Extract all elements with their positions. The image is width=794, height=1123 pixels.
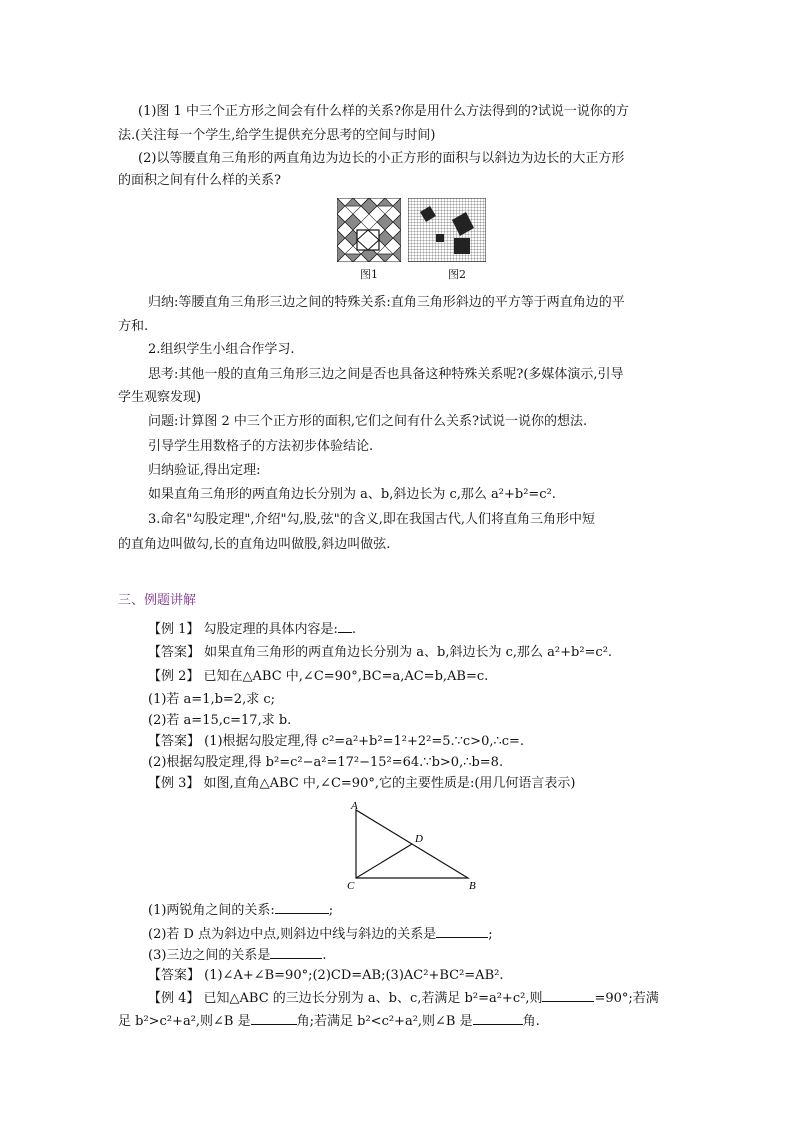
answer-blank	[251, 1012, 297, 1025]
summary-line-1: 归纳:等腰直角三角形三边之间的特殊关系:直角三角形斜边的平方等于两直角边的平	[148, 295, 625, 310]
example-2-part-1: (1)若 a=1,b=2,求 c;	[148, 692, 276, 707]
example-4-text-b: =90°;若满	[594, 991, 659, 1006]
example-3-part-3-end: .	[322, 948, 327, 963]
example-1-end: .	[351, 622, 357, 637]
step-2: 2.组织学生小组合作学习.	[148, 342, 295, 357]
example-4-line-2	[118, 1012, 678, 1031]
vertex-a-label: A	[351, 800, 358, 812]
problem-text: 问题:计算图 2 中三个正方形的面积,它们之间有什么关系?试说一说你的想法.	[148, 414, 588, 429]
theorem-text: 如果直角三角形的两直角边长分别为 a、b,斜边长为 c,那么 a²+b²=c².	[148, 487, 556, 502]
example-4-line-1	[148, 989, 708, 1008]
vertex-b-label: B	[469, 880, 476, 892]
example-3-part-1	[148, 901, 708, 920]
example-1	[148, 620, 708, 639]
example-3-part-3	[148, 946, 708, 965]
question-1-line-2: 法.(关注每一个学生,给学生提供充分思考的空间与时间)	[118, 128, 436, 143]
point-d-label: D	[415, 833, 423, 845]
example-2: 【例 2】 已知在△ABC 中,∠C=90°,BC=a,AC=b,AB=c.	[148, 669, 489, 684]
example-3-part-1-text: (1)两锐角之间的关系:	[148, 903, 275, 918]
figure-2-grid-squares	[408, 198, 486, 262]
example-3: 【例 3】 如图,直角△ABC 中,∠C=90°,它的主要性质是:(用几何语言表示)	[148, 776, 576, 791]
figure-2-caption: 图2	[448, 268, 466, 281]
example-3-part-2-end: ;	[488, 927, 493, 942]
think-line-2: 学生观察发现)	[118, 390, 202, 405]
answer-blank	[270, 946, 322, 959]
answer-blank	[436, 925, 488, 938]
example-3-part-2-text: (2)若 D 点为斜边中点,则斜边中线与斜边的关系是	[148, 927, 437, 942]
guide-text: 引导学生用数格子的方法初步体验结论.	[148, 439, 374, 454]
example-3-part-3-text: (3)三边之间的关系是	[148, 948, 271, 963]
example-4-text-e: 角.	[522, 1014, 540, 1029]
section-title: 三、例题讲解	[118, 593, 197, 608]
example-1-text: 【例 1】 勾股定理的具体内容是:	[148, 622, 338, 637]
answer-blank	[473, 1012, 523, 1025]
summary-line-2: 方和.	[118, 319, 149, 334]
answer-1: 【答案】 如果直角三角形的两直角边长分别为 a、b,斜边长为 c,那么 a²+b²=c².	[148, 645, 613, 660]
answer-blank	[338, 620, 352, 633]
answer-blank	[275, 901, 329, 914]
answer-2-line-1: 【答案】 (1)根据勾股定理,得 c²=a²+b²=1²+2²=5.∵c>0,∴c=.	[148, 734, 525, 749]
right-triangle-figure	[343, 800, 483, 892]
example-2-part-2: (2)若 a=15,c=17,求 b.	[148, 713, 292, 728]
question-2-line-1: (2)以等腰直角三角形的两直角边为边长的小正方形的面积与以斜边为边长的大正方形	[138, 151, 625, 166]
step-3-line-2: 的直角边叫做勾,长的直角边叫做股,斜边叫做弦.	[118, 537, 391, 552]
figure-1-caption: 图1	[360, 268, 378, 281]
question-2-line-2: 的面积之间有什么样的关系?	[118, 173, 281, 188]
step-3-line-1: 3.命名"勾股定理",介绍"勾,股,弦"的含义,即在我国古代,人们将直角三角形中短	[148, 512, 595, 527]
answer-blank	[542, 989, 594, 1002]
example-3-part-1-end: ;	[328, 903, 334, 918]
vertex-c-label: C	[347, 880, 355, 892]
example-3-part-2	[148, 925, 708, 944]
verify-text: 归纳验证,得出定理:	[148, 463, 261, 478]
figure-1-triangle-tiling	[337, 198, 401, 262]
answer-3: 【答案】 (1)∠A+∠B=90°;(2)CD=AB;(3)AC²+BC²=AB².	[148, 968, 504, 983]
answer-2-line-2: (2)根据勾股定理,得 b²=c²−a²=17²−15²=64.∵b>0,∴b=8.	[148, 755, 504, 770]
example-4-text-a: 【例 4】 已知△ABC 的三边长分别为 a、b、c,若满足 b²=a²+c²,则	[148, 991, 543, 1006]
think-line-1: 思考:其他一般的直角三角形三边之间是否也具备这种特殊关系呢?(多媒体演示,引导	[148, 367, 624, 382]
example-4-text-d: 角;若满足 b²<c²+a²,则∠B 是	[296, 1014, 473, 1029]
question-1-line-1: (1)图 1 中三个正方形之间会有什么样的关系?你是用什么方法得到的?试说一说你的方	[138, 104, 629, 119]
example-4-text-c: 足 b²>c²+a²,则∠B 是	[118, 1014, 251, 1029]
